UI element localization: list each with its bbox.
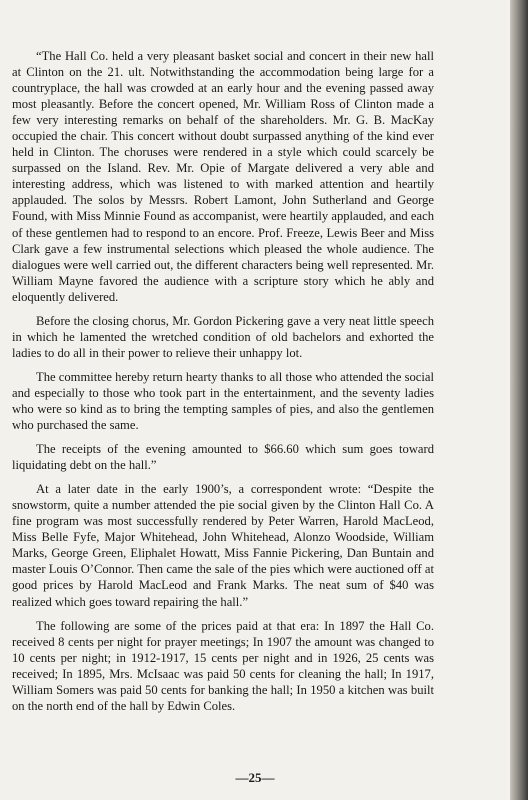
paragraph-hall-social: “The Hall Co. held a very pleasant basket social and concert in their new hall at Clinton on the 21. ult. Notwithstanding the accommodation being large for a countryplace, the hall was crowded at an early hour and the evening passed away most pleasantly. Before the concert opened, Mr. William Ross of Clinton made a few very interesting remarks on behalf of the shareholders. Mr. G. B. MacKay occupied the chair. This concert without doubt surpassed anything of the kind ever held in Clinton. The choruses were rendered in a style which could scarcely be surpassed on the Island. Rev. Mr. Opie of Margate delivered a very able and interesting address, which was listened to with marked attention and heartily applauded. The solos by Messrs. Robert Lamont, John Sutherland and George Found, with Miss Minnie Found as accompanist, were heartily applauded, and each of these gentlemen had to respond to an encore. Prof. Freeze, Lewis Beer and Miss Clark gave a few instrumental selections which pleased the whole audience. The dialogues were well carried out, the different characters being well represented. Mr. William Mayne favored the audience with a scripture story which he ably and eloquently delivered.	[12, 49, 434, 304]
paragraph-pie-social: At a later date in the early 1900’s, a correspondent wrote: “Despite the snowstorm, quite a number attended the pie social given by the Clinton Hall Co. A fine program was most successfully rendered by Peter Warren, Harold MacLeod, Miss Belle Fyfe, Major Whitehead, John Whitehead, Alonzo Woodside, William Marks, George Green, Eliphalet Howatt, Miss Fannie Pickering, Dan Buntain and master Louis O’Connor. Then came the sale of the pies which were auctioned off at good prices by Harold MacLeod and Frank Marks. The neat sum of $40 was realized which goes toward repairing the hall.”	[12, 482, 434, 609]
book-spine-shadow	[510, 0, 528, 800]
paragraph-committee-thanks: The committee hereby return hearty thanks to all those who attended the social and especially to those who took part in the entertainment, and the seventy ladies who were so kind as to bring the tempting samples of pies, and also the gentlemen who purchased the same.	[12, 369, 434, 433]
paragraph-receipts: The receipts of the evening amounted to $66.60 which sum goes toward liquidating debt on the hall.”	[12, 442, 434, 473]
body-text	[12, 48, 434, 722]
paragraph-prices: The following are some of the prices paid at that era: In 1897 the Hall Co. received 8 cents per night for prayer meetings; In 1907 the amount was changed to 10 cents per night; in 1912-1917, 15 cents per night and in 1926, 25 cents was received; In 1895, Mrs. McIsaac was paid 50 cents for cleaning the hall; In 1917, William Somers was paid 50 cents for banking the hall; In 1950 a kitchen was built on the north end of the hall by Edwin Coles.	[12, 618, 434, 713]
paragraph-closing-chorus: Before the closing chorus, Mr. Gordon Pickering gave a very neat little speech in which he lamented the wretched condition of old bachelors and exhorted the ladies to do all in their power to relieve their unhappy lot.	[12, 313, 434, 360]
page-number: —25—	[235, 770, 275, 785]
